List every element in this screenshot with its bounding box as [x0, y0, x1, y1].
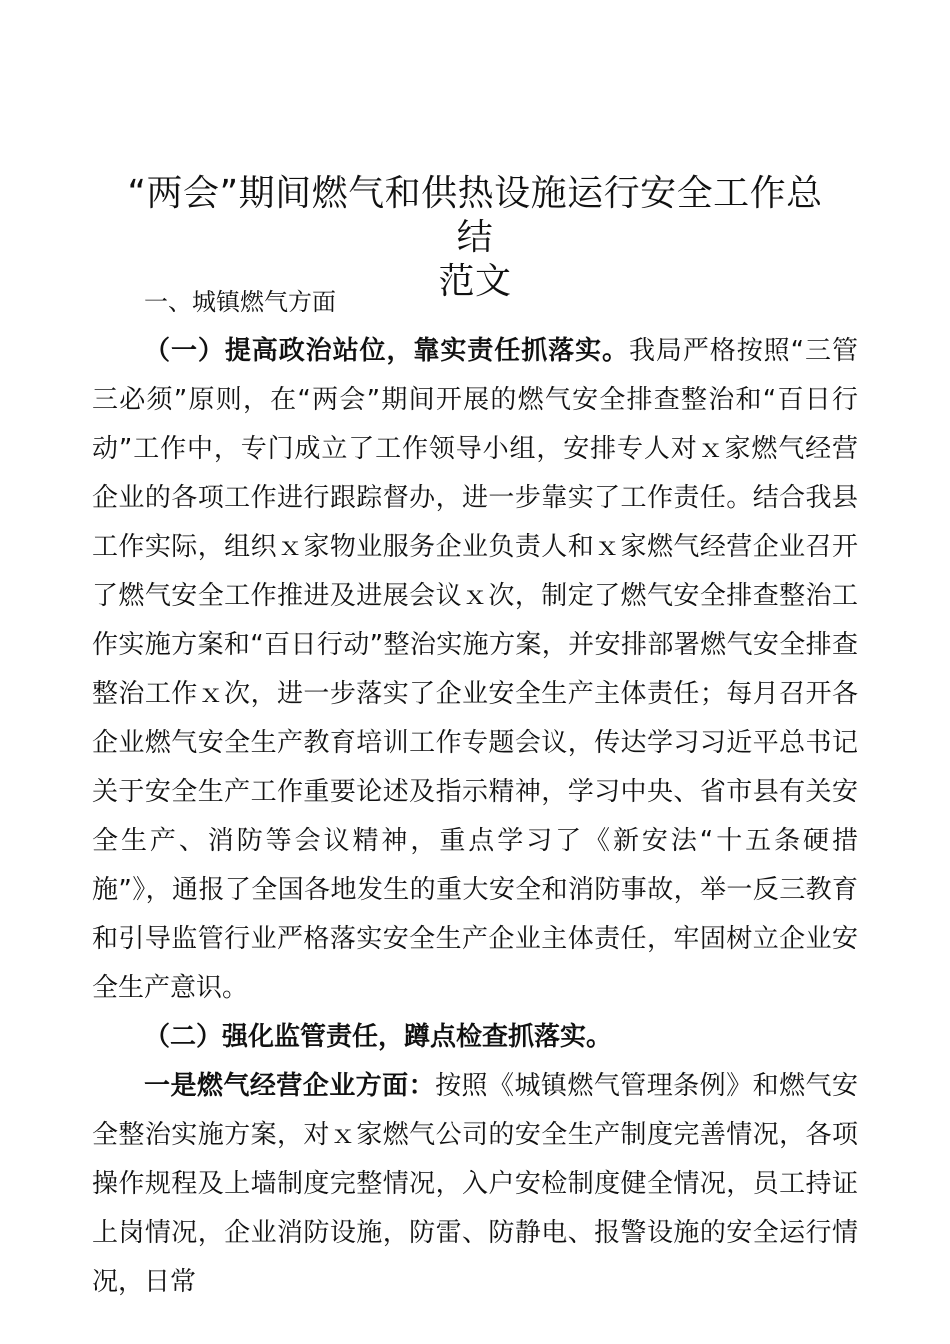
paragraph-2-lead: （二）强化监管责任，蹲点检查抓落实。: [144, 1022, 613, 1052]
paragraph-3-text: 按照《城镇燃气管理条例》和燃气安全整治实施方案，对ｘ家燃气公司的安全生产制度完善情况，各项操作规程及上墙制度完整情况，入户安检制度健全情况，员工持证上岗情况，企业消防设施，防雷、防静电、报警设施的安全运行情况，日常: [92, 1071, 858, 1297]
paragraph-1-text: 我局严格按照“三管三必须”原则，在“两会”期间开展的燃气安全排查整治和“百日行动”工作中，专门成立了工作领导小组，安排专人对ｘ家燃气经营企业的各项工作进行跟踪督办，进一步靠实了工作责任。结合我县工作实际，组织ｘ家物业服务企业负责人和ｘ家燃气经营企业召开了燃气安全工作推进及进展会议ｘ次，制定了燃气安全排查整治工作实施方案和“百日行动”整治实施方案，并安排部署燃气安全排查整治工作ｘ次，进一步落实了企业安全生产主体责任；每月召开各企业燃气安全生产教育培训工作专题会议，传达学习习近平总书记关于安全生产工作重要论述及指示精神，学习中央、省市县有关安全生产、消防等会议精神，重点学习了《新安法“十五条硬措施”》，通报了全国各地发生的重大安全和消防事故，举一反三教育和引导监管行业严格落实安全生产企业主体责任，牢固树立企业安全生产意识。: [92, 336, 858, 1003]
paragraph-1-lead: （一）提高政治站位，靠实责任抓落实。: [144, 336, 629, 366]
title-line-1: “两会”期间燃气和供热设施运行安全工作总结: [127, 173, 823, 258]
title-line-2: 范文: [438, 261, 512, 302]
paragraph-1: [92, 327, 858, 1013]
paragraph-3: [92, 1062, 858, 1307]
paragraph-3-lead: 一是燃气经营企业方面：: [144, 1071, 436, 1101]
paragraph-2: [92, 1013, 858, 1062]
section-heading: 一、城镇燃气方面: [144, 288, 336, 316]
document-body: [92, 278, 858, 1307]
